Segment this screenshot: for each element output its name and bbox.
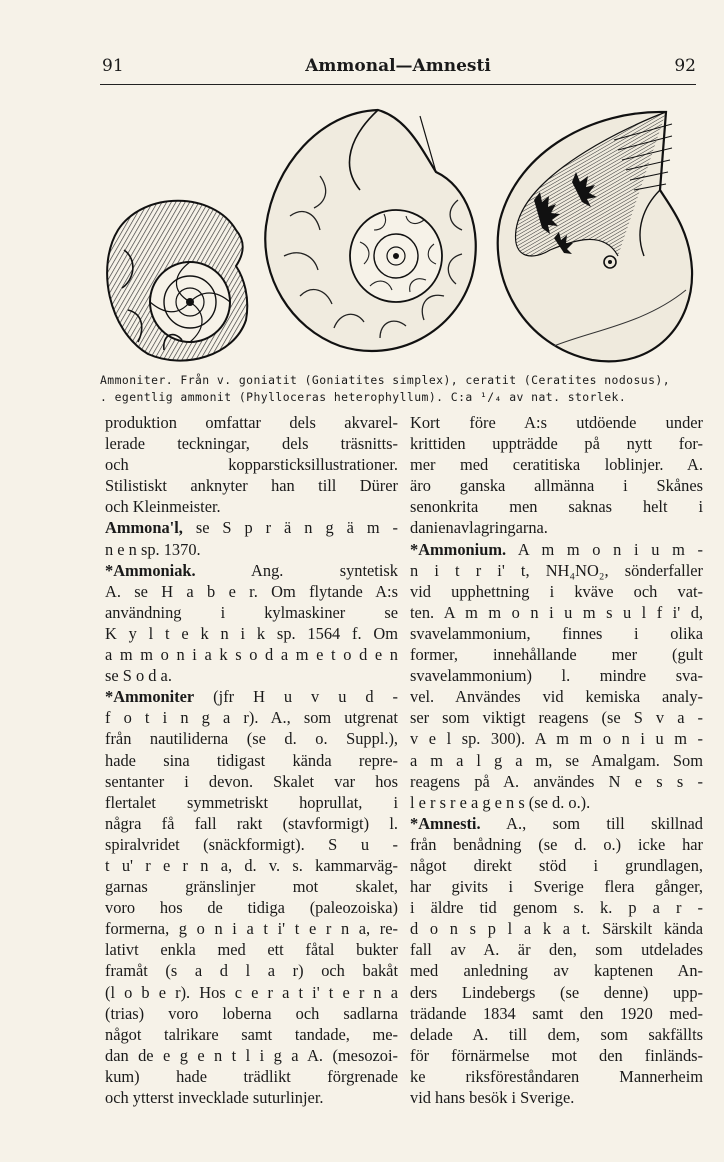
text-line (410, 707, 703, 728)
text-line (410, 750, 703, 771)
phylloceras-illustration (494, 110, 694, 366)
line-text: garnas gränslinjer mot skalet, (105, 877, 398, 897)
text-line (105, 834, 398, 855)
line-text: äro ganska allmänna i Skånes (410, 476, 703, 496)
text-line (410, 876, 703, 897)
running-title: Ammonal—Amnesti (305, 56, 491, 76)
line-text: A. se H a b e r. Om flytande A:s (105, 581, 398, 601)
line-text: för förnärmelse mot den finländs- (410, 1045, 703, 1065)
text-line (410, 1003, 703, 1024)
text-line (410, 454, 703, 475)
text-line (105, 581, 398, 602)
text-line (105, 750, 398, 771)
text-line (105, 496, 398, 517)
text-line (410, 960, 703, 981)
ceratite-illustration (260, 106, 480, 368)
text-line (105, 517, 398, 538)
text-line (410, 665, 703, 686)
line-text: ser som viktigt reagens (se S v a - (410, 708, 703, 728)
text-line (105, 1003, 398, 1024)
text-line (410, 792, 703, 813)
text-line (410, 834, 703, 855)
text-line (105, 602, 398, 623)
line-text: Kort före A:s utdöende under (410, 413, 703, 432)
text-line (105, 665, 398, 686)
text-line (105, 728, 398, 749)
caption-line: Ammoniter. Från v. goniatit (Goniatites simplex), ceratit (Ceratites nodosus), (100, 373, 671, 387)
entry-headword: *Ammoniak. (105, 560, 196, 580)
line-text: danienavlagringarna. (410, 518, 548, 538)
line-text: och kopparsticksillustrationer. (105, 455, 398, 475)
line-text: n e n sp. 1370. (105, 539, 201, 559)
text-line (410, 517, 703, 538)
text-line (105, 560, 398, 581)
line-text: t u' r e r n a, d. v. s. kammarväg- (105, 855, 398, 875)
text-line (105, 539, 398, 560)
line-text: dan de e g e n t l i g a A. (mesozoi- (105, 1045, 398, 1065)
text-line (410, 539, 703, 560)
line-text: A m m o n i u m - (506, 539, 703, 559)
line-text: hade sina tidigast kända repre- (105, 750, 398, 770)
line-text: Ang. syntetisk (195, 560, 398, 580)
line-text: spiralvridet (snäckformigt). S u - (105, 834, 398, 854)
line-text: framåt (s a d l a r) och bakåt (105, 961, 398, 981)
text-line (105, 855, 398, 876)
line-text: användning i kylmaskiner se (105, 602, 398, 622)
line-text: kum) hade trädlikt förgrenade (105, 1066, 398, 1086)
text-line (105, 707, 398, 728)
text-line (410, 412, 703, 433)
header-rule (100, 84, 696, 85)
line-text: delade A. till dem, som sakfällts (410, 1024, 703, 1044)
line-text: se S p r ä n g ä m - (182, 518, 398, 538)
line-text: senonkrita men saknas helt i (410, 497, 703, 517)
line-text: i äldre tid genom s. k. p a r - (410, 898, 703, 918)
text-line (410, 982, 703, 1003)
line-text: lativt enkla med ett fåtal bukter (105, 940, 398, 960)
text-line (105, 1024, 398, 1045)
text-line (105, 918, 398, 939)
text-line (105, 897, 398, 918)
page-number-right: 92 (674, 56, 696, 76)
line-text: (jfr H u v u d - (194, 687, 398, 707)
line-text: produktion omfattar dels akvarel- (105, 413, 398, 432)
line-text: från nautiliderna (se d. o. Suppl.), (105, 729, 398, 749)
text-line (410, 939, 703, 960)
line-text: något talrikare samt tandade, me- (105, 1024, 398, 1044)
line-text: fall av A. är den, som utdelades (410, 940, 703, 960)
line-text: a m a l g a m, se Amalgam. Som (410, 750, 703, 770)
text-line (105, 792, 398, 813)
line-text: Stilistiskt anknyter han till Dürer (105, 476, 398, 496)
line-text: krittiden uppträdde på nytt for- (410, 434, 703, 454)
line-text: l e r s r e a g e n s (se d. o.). (410, 792, 591, 812)
figure-caption (100, 372, 700, 406)
line-text: från benådning (se d. o.) icke har (410, 834, 703, 854)
text-line (105, 771, 398, 792)
entry-headword: *Amnesti. (410, 813, 481, 833)
line-text: några få fall rakt (stavformigt) l. (105, 813, 398, 833)
line-text: och Kleinmeister. (105, 497, 221, 517)
page-number-left: 91 (102, 56, 124, 76)
line-text: vid hans besök i Sverige. (410, 1088, 575, 1107)
line-text: sentanter i devon. Skalet var hos (105, 771, 398, 791)
line-text: mer med ceratitiska loblinjer. A. (410, 455, 703, 475)
text-line (105, 454, 398, 475)
line-text: ten. A m m o n i u m s u l f i' d, (410, 602, 703, 622)
line-text: reagens på A. användes N e s s - (410, 771, 703, 791)
entry-headword: *Ammonium. (410, 539, 507, 559)
line-text: (l o b e r). Hos c e r a t i' t e r n a (105, 982, 398, 1002)
text-line (410, 433, 703, 454)
text-line (410, 918, 703, 939)
line-text: A., som till skillnad (480, 813, 703, 833)
text-line (410, 623, 703, 644)
line-text: f o t i n g a r). A., som utgrenat (105, 708, 398, 728)
entry-headword: Ammona'l, (105, 518, 183, 538)
line-text: se S o d a. (105, 666, 172, 686)
line-text: ke riksföreståndaren Mannerheim (410, 1066, 703, 1086)
line-text: n i t r i' t, NH₄NO₂, sönderfaller (410, 560, 703, 580)
line-text: v e l sp. 300). A m m o n i u m - (410, 729, 703, 749)
right-text-column (410, 412, 703, 1108)
line-text: ders Lindebergs (se denne) upp- (410, 982, 703, 1002)
line-text: former, innehållande mer (gult (410, 645, 703, 665)
text-line (105, 644, 398, 665)
page-header (100, 56, 696, 82)
text-line (410, 496, 703, 517)
text-line (105, 433, 398, 454)
text-line (105, 686, 398, 707)
line-text: flertalet symmetriskt hoprullat, i (105, 792, 398, 812)
line-text: a m m o n i a k s o d a m e t o d e n (105, 645, 398, 665)
text-line (410, 1024, 703, 1045)
text-line (410, 475, 703, 496)
text-line (105, 1087, 398, 1108)
line-text: (trias) voro loberna och sadlarna (105, 1003, 398, 1023)
line-text: d o n s p l a k a t. Särskilt kända (410, 919, 703, 939)
text-line (105, 982, 398, 1003)
text-line (410, 1045, 703, 1066)
text-line (105, 960, 398, 981)
line-text: vid upphettning i kväve och vat- (410, 581, 703, 601)
text-line (410, 560, 703, 581)
line-text: trädande 1834 samt den 1920 med- (410, 1003, 703, 1023)
text-line (105, 475, 398, 496)
line-text: formerna, g o n i a t i' t e r n a, re- (105, 919, 398, 939)
text-line (105, 1045, 398, 1066)
text-line (105, 412, 398, 433)
entry-headword: *Ammoniter (105, 687, 195, 707)
text-line (410, 771, 703, 792)
line-text: och ytterst invecklade suturlinjer. (105, 1088, 324, 1107)
text-line (410, 602, 703, 623)
text-line (105, 813, 398, 834)
text-line (410, 728, 703, 749)
line-text: med anledning av kaptenen An- (410, 961, 703, 981)
text-line (410, 813, 703, 834)
line-text: svavelammonium) l. mindre sva- (410, 666, 703, 686)
text-line (105, 876, 398, 897)
line-text: vel. Användes vid kemiska analy- (410, 687, 703, 707)
text-line (410, 1087, 703, 1108)
line-text: voro hos de tidiga (paleozoiska) (105, 898, 398, 918)
left-text-column (105, 412, 398, 1108)
line-text: svavelammonium, finnes i olika (410, 623, 703, 643)
text-line (105, 623, 398, 644)
line-text: lerade teckningar, dels träsnitts- (105, 434, 398, 454)
text-line (410, 581, 703, 602)
text-line (410, 1066, 703, 1087)
caption-line: . egentlig ammonit (Phylloceras heterophyllum). C:a ¹/₄ av nat. storlek. (100, 390, 627, 404)
text-line (105, 939, 398, 960)
text-line (410, 686, 703, 707)
line-text: har givits i Sverige flera gånger, (410, 877, 703, 897)
goniatite-illustration (104, 190, 252, 366)
text-line (410, 897, 703, 918)
line-text: något direkt stöd i grundlagen, (410, 855, 703, 875)
ammonite-figure (100, 96, 696, 370)
text-line (105, 1066, 398, 1087)
text-line (410, 855, 703, 876)
text-line (410, 644, 703, 665)
line-text: K y l t e k n i k sp. 1564 f. Om (105, 623, 398, 643)
